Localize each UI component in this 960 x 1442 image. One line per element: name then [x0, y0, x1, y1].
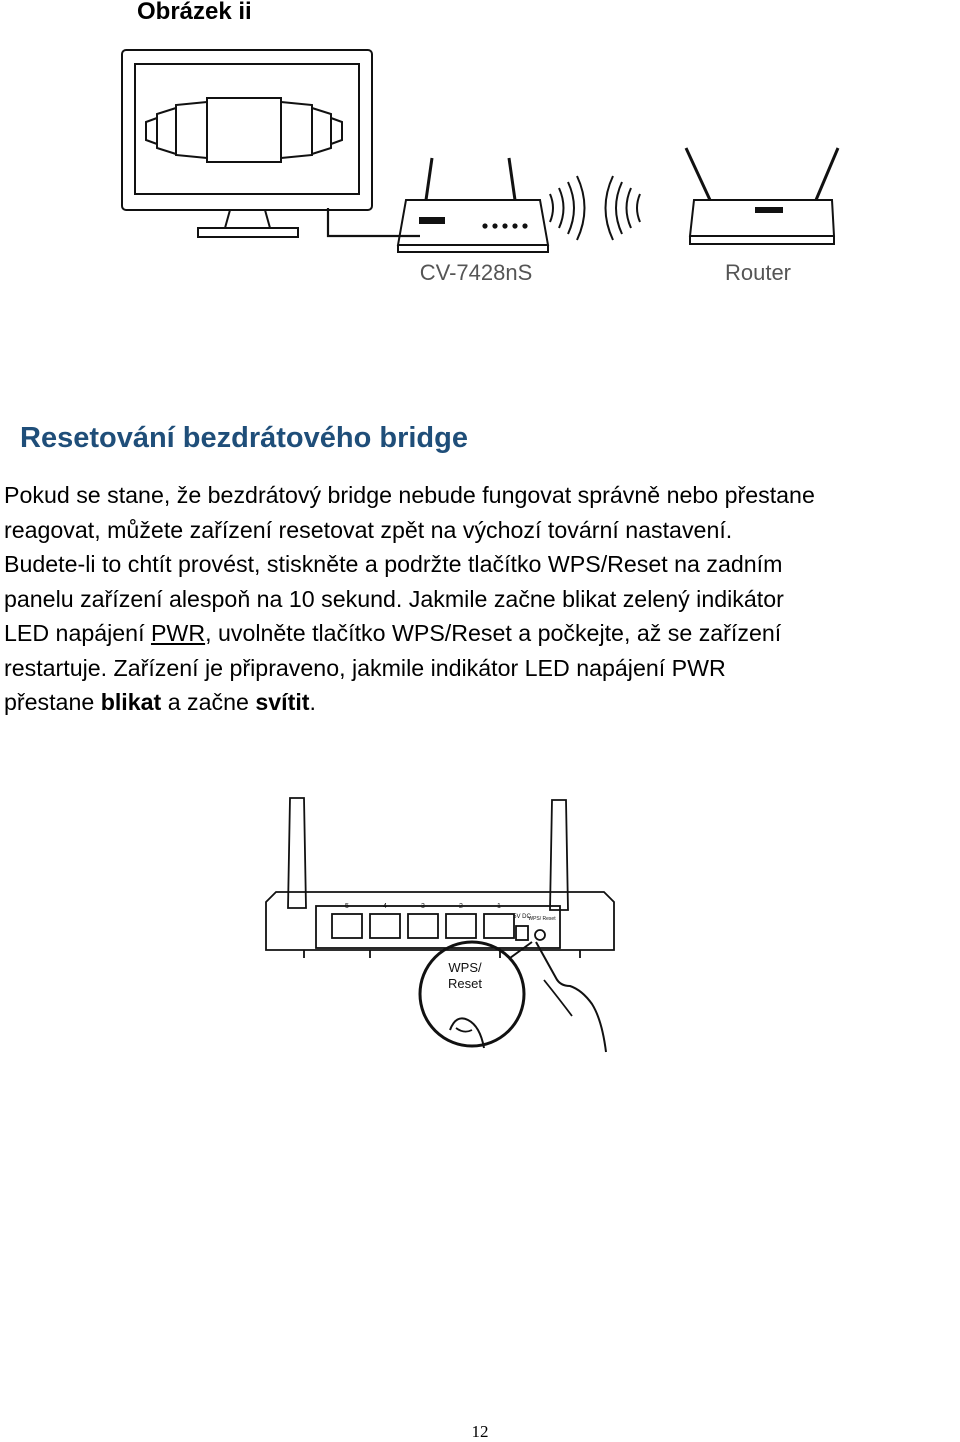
- wps-reset-small-label: WPS/ Reset: [528, 916, 556, 922]
- text-line: Pokud se stane, že bezdrátový bridge nebude fungovat správně nebo přestane: [4, 482, 815, 508]
- router-label: Router: [724, 260, 792, 285]
- text-line: panelu zařízení alespoň na 10 sekund. Jakmile začne blikat zelený indikátor: [4, 585, 784, 612]
- port-label: 5: [345, 903, 349, 910]
- monitor-icon: [122, 50, 372, 237]
- instructions-paragraph: [4, 478, 954, 720]
- wireless-waves-icon: [550, 176, 640, 240]
- text-line: restartuje. Zařízení je připraveno, jakmile indikátor LED napájení PWR: [4, 654, 726, 681]
- port-label: 4: [383, 903, 387, 910]
- text-line: přestane blikat a začne svítit.: [4, 689, 316, 715]
- bridge-device-label: CV-7428nS: [419, 260, 533, 285]
- text-line: LED napájení PWR, uvolněte tlačítko WPS/Reset a počkejte, až se zařízení: [4, 620, 782, 646]
- bold-blikat: blikat: [100, 689, 162, 715]
- port-label: 2: [459, 903, 463, 910]
- page-number: 12: [471, 1422, 489, 1441]
- pwr-underlined: PWR: [150, 620, 206, 646]
- section-title: Resetování bezdrátového bridge: [20, 422, 468, 454]
- callout-label-line2: Reset: [448, 976, 482, 991]
- callout-label-line1: WPS/: [448, 960, 482, 975]
- router-icon: [686, 148, 838, 244]
- network-diagram-figure: [110, 40, 850, 300]
- text-line: Budete-li to chtít provést, stiskněte a podržte tlačítko WPS/Reset na zadním: [4, 551, 783, 577]
- bridge-device-icon: [398, 158, 548, 252]
- text-line: reagovat, můžete zařízení resetovat zpět na výchozí tovární nastavení.: [4, 516, 733, 543]
- dc-label: 5V DC: [513, 914, 531, 920]
- bold-svitit: svítit: [255, 689, 310, 715]
- figure-label: Obrázek ii: [137, 0, 252, 25]
- router-back-panel-figure: [260, 790, 620, 1060]
- port-label: 1: [497, 903, 501, 910]
- port-label: 3: [421, 903, 425, 910]
